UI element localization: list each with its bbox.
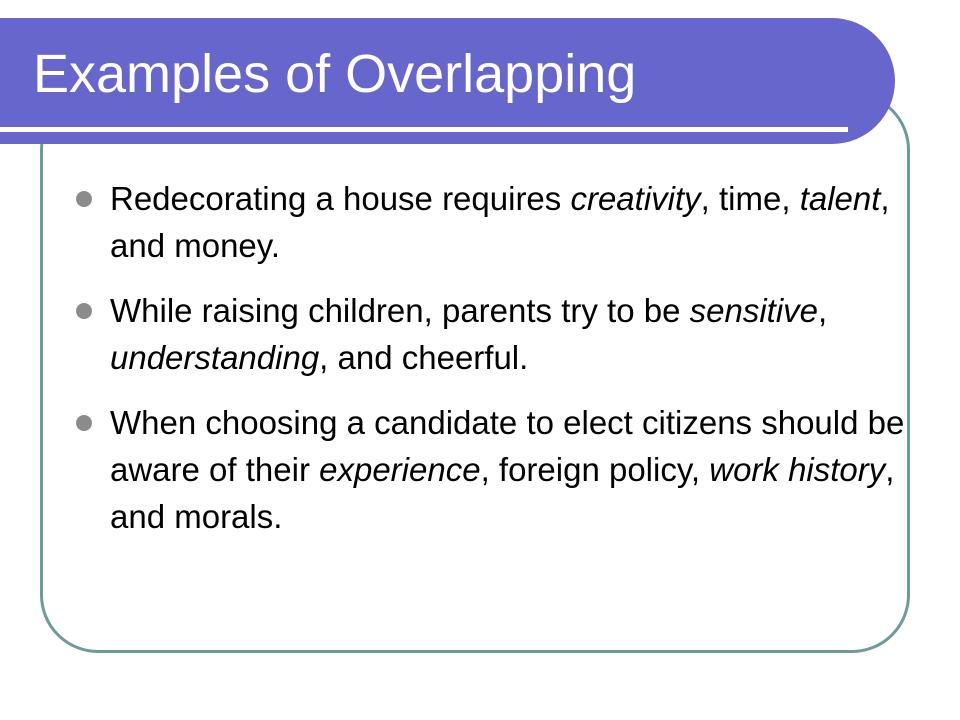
text-segment: , time,	[700, 180, 800, 217]
italic-text-segment: experience	[319, 451, 481, 488]
text-segment: , and cheerful.	[319, 339, 529, 376]
bullet-item	[110, 287, 910, 381]
italic-text-segment: talent	[799, 180, 881, 217]
italic-text-segment: understanding	[110, 339, 320, 376]
italic-text-segment: sensitive	[689, 292, 818, 329]
bullet-text	[110, 404, 904, 535]
text-segment: Redecorating a house requires	[110, 180, 571, 217]
bullet-dot-icon	[76, 415, 92, 431]
text-segment: , and morals.	[110, 451, 895, 535]
text-segment: While raising children, parents try to be	[110, 292, 690, 329]
bullet-dot-icon	[76, 191, 92, 207]
italic-text-segment: work history	[709, 451, 886, 488]
slide-title: Examples of Overlapping	[33, 44, 637, 104]
title-underline	[0, 127, 848, 132]
text-segment: When choosing a candidate to elect citizens should be aware of their	[110, 404, 905, 488]
bullet-dot-icon	[76, 303, 92, 319]
text-segment: , and money.	[110, 180, 890, 264]
bullet-item	[110, 175, 910, 269]
bullet-text	[110, 180, 890, 264]
text-segment: , foreign policy,	[480, 451, 710, 488]
bullet-text	[110, 292, 827, 376]
bullet-item	[110, 399, 910, 540]
bullet-list	[110, 175, 910, 558]
italic-text-segment: creativity	[570, 180, 701, 217]
text-segment: ,	[818, 292, 828, 329]
